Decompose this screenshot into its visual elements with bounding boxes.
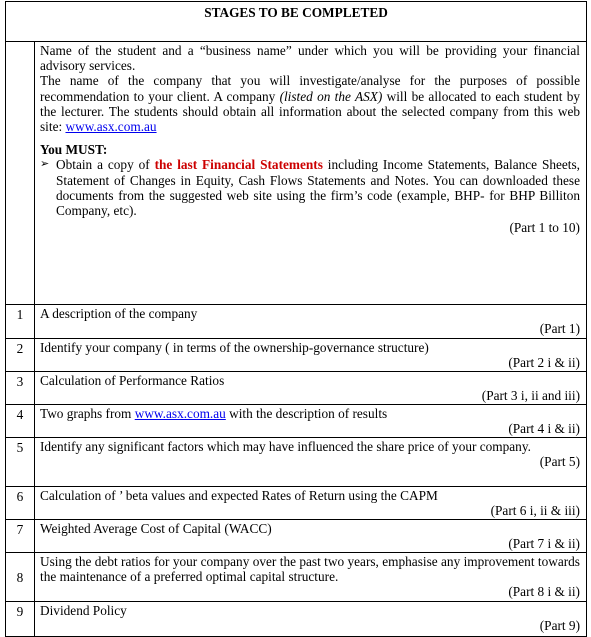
- table-row: [6, 487, 587, 520]
- intro-part-label: (Part 1 to 10): [509, 220, 580, 236]
- table-row: [6, 520, 587, 553]
- bullet-text: [56, 157, 580, 218]
- row-text: Weighted Average Cost of Capital (WACC): [40, 521, 272, 536]
- row-number: 1: [6, 305, 35, 339]
- row-content: [35, 339, 587, 372]
- row-part-label: (Part 7 i & ii): [508, 536, 580, 552]
- table-row: [6, 438, 587, 487]
- table-row: [6, 405, 587, 438]
- intro-row: [6, 42, 587, 305]
- row-number: 3: [6, 372, 35, 405]
- row-content: [35, 372, 587, 405]
- table-row: [6, 305, 587, 339]
- row-text: Using the debt ratios for your company over the past two years, emphasise any improvement towards the maintenance of a preferred optimal capital structure.: [40, 554, 580, 585]
- row-content: [35, 438, 587, 487]
- row-part-label: (Part 6 i, ii & iii): [490, 503, 580, 519]
- arrow-bullet-icon: ➢: [40, 158, 50, 171]
- asx-website-link[interactable]: www.asx.com.au: [65, 119, 157, 135]
- intro-cell: [35, 42, 587, 305]
- title-row: [6, 2, 587, 42]
- row-text: Dividend Policy: [40, 603, 127, 618]
- row-text: Identify any significant factors which may have influenced the share price of your company.: [40, 439, 531, 454]
- row-number: 8: [6, 553, 35, 602]
- table-row: [6, 602, 587, 637]
- must-bullet-item: [40, 157, 580, 218]
- bullet-text-start: Obtain a copy of: [56, 157, 155, 173]
- row-number: 9: [6, 602, 35, 637]
- row-text: Calculation of ’ beta values and expected Rates of Return using the CAPM: [40, 488, 438, 503]
- row-content: [35, 405, 587, 438]
- row-number: 2: [6, 339, 35, 372]
- row-text: [40, 406, 580, 421]
- row-part-label: (Part 9): [539, 618, 580, 634]
- financial-statements-highlight: the last Financial Statements: [154, 157, 323, 173]
- row-content: [35, 520, 587, 553]
- row-content: [35, 487, 587, 520]
- intro-number-cell: [6, 42, 35, 305]
- table-row: [6, 372, 587, 405]
- row-text-rest: with the description of results: [225, 406, 388, 421]
- row-part-label: (Part 8 i & ii): [508, 584, 580, 600]
- asx-listed-note: (listed on the ASX): [279, 88, 383, 104]
- stages-table: [5, 1, 587, 637]
- row-text: A description of the company: [40, 306, 198, 321]
- bullet-text-rest: including Income Statements, Balance Sheets, Statement of Changes in Equity, Cash Flows Statements and Notes. You can downloaded these documents from the suggested web site using the firm’s code (example, BHP- for BHP Billiton Company, etc).: [56, 157, 580, 219]
- row-part-label: (Part 3 i, ii and iii): [481, 388, 580, 404]
- row-text: Identify your company ( in terms of the ownership-governance structure): [40, 340, 429, 355]
- must-heading: You MUST:: [40, 142, 108, 158]
- row-part-label: (Part 5): [539, 454, 580, 470]
- row-number: 4: [6, 405, 35, 438]
- intro-paragraph-1: Name of the student and a “business name” under which you will be providing your financial advisory services.: [40, 43, 580, 74]
- intro-paragraph-2-text: The name of the company that you will investigate/analyse for the purposes of possible recommendation to your client. A company: [40, 73, 580, 104]
- intro-paragraph-2-rest: will be allocated to each student by the lecturer. The students should obtain all information about the selected company from this web site:: [40, 88, 580, 135]
- row-number: 7: [6, 520, 35, 553]
- row-text: Calculation of Performance Ratios: [40, 373, 225, 388]
- row-text-start: Two graphs from: [40, 406, 135, 421]
- row-number: 5: [6, 438, 35, 487]
- table-title: STAGES TO BE COMPLETED: [6, 2, 587, 42]
- intro-paragraph-2: [40, 73, 580, 134]
- row-number: 6: [6, 487, 35, 520]
- row-content: [35, 602, 587, 637]
- row-part-label: (Part 2 i & ii): [508, 355, 580, 371]
- asx-graphs-link[interactable]: www.asx.com.au: [134, 406, 226, 421]
- table-row: [6, 553, 587, 602]
- row-part-label: (Part 4 i & ii): [508, 421, 580, 437]
- row-content: [35, 305, 587, 339]
- table-row: [6, 339, 587, 372]
- row-part-label: (Part 1): [539, 321, 580, 337]
- row-content: [35, 553, 587, 602]
